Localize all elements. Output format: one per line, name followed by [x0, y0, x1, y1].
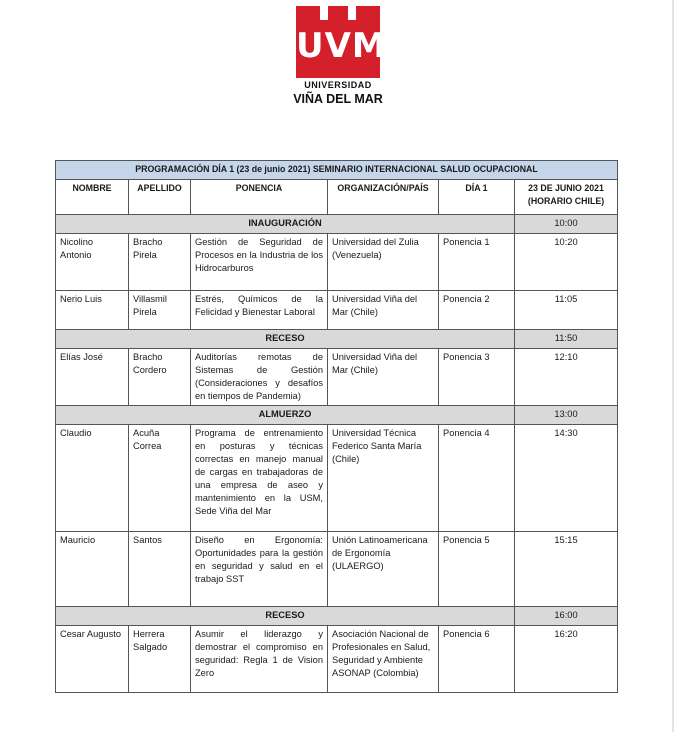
cell-ponencia: Asumir el liderazgo y demostrar el compromiso en seguridad: Regla 1 de Vision Zero [191, 626, 328, 693]
section-label: RECESO [56, 607, 515, 626]
cell-organizacion: Universidad Viña del Mar (Chile) [328, 291, 439, 330]
cell-nombre: Nerio Luis [56, 291, 129, 330]
cell-hora: 12:10 [515, 349, 618, 406]
section-row-receso [56, 330, 618, 349]
cell-nombre: Elías José [56, 349, 129, 406]
cell-dia: Ponencia 1 [439, 234, 515, 291]
cell-ponencia: Auditorías remotas de Sistemas de Gestión (Consideraciones y desafíos en tiempos de Pandemia) [191, 349, 328, 406]
cell-nombre: Claudio [56, 425, 129, 532]
table-row [56, 234, 618, 291]
cell-organizacion: Asociación Nacional de Profesionales en Salud, Seguridad y Ambiente ASONAP (Colombia) [328, 626, 439, 693]
cell-hora: 15:15 [515, 532, 618, 607]
section-row-receso [56, 607, 618, 626]
cell-organizacion: Unión Latinoamericana de Ergonomía (ULAERGO) [328, 532, 439, 607]
logo-letters: UVM [296, 26, 387, 66]
cell-organizacion: Universidad Viña del Mar (Chile) [328, 349, 439, 406]
schedule-table [55, 160, 618, 693]
cell-hora: 14:30 [515, 425, 618, 532]
table-title-row [56, 161, 618, 180]
section-row-inauguracion [56, 215, 618, 234]
header-nombre: NOMBRE [56, 180, 129, 215]
section-time: 16:00 [515, 607, 618, 626]
section-time: 13:00 [515, 406, 618, 425]
header-fecha: 23 DE JUNIO 2021 (HORARIO CHILE) [515, 180, 618, 215]
header-dia: DÍA 1 [439, 180, 515, 215]
cell-hora: 11:05 [515, 291, 618, 330]
cell-dia: Ponencia 3 [439, 349, 515, 406]
section-label: RECESO [56, 330, 515, 349]
cell-apellido: Villasmil Pirela [129, 291, 191, 330]
table-row [56, 425, 618, 532]
cell-dia: Ponencia 6 [439, 626, 515, 693]
cell-ponencia: Diseño en Ergonomía: Oportunidades para la gestión en seguridad y salud en el trabajo SST [191, 532, 328, 607]
header-apellido: APELLIDO [129, 180, 191, 215]
header-ponencia: PONENCIA [191, 180, 328, 215]
cell-dia: Ponencia 4 [439, 425, 515, 532]
cell-apellido: Santos [129, 532, 191, 607]
uvm-logo [293, 6, 387, 106]
cell-organizacion: Universidad Técnica Federico Santa María (Chile) [328, 425, 439, 532]
section-label: ALMUERZO [56, 406, 515, 425]
cell-nombre: Cesar Augusto [56, 626, 129, 693]
section-time: 10:00 [515, 215, 618, 234]
logo-red-block [296, 6, 387, 78]
header-row [56, 180, 618, 215]
cell-apellido: Bracho Cordero [129, 349, 191, 406]
cell-dia: Ponencia 5 [439, 532, 515, 607]
table-row [56, 532, 618, 607]
cell-nombre: Nicolino Antonio [56, 234, 129, 291]
cell-hora: 10:20 [515, 234, 618, 291]
cell-ponencia: Programa de entrenamiento en posturas y técnicas correctas en manejo manual de cargas en trabajadoras de una empresa de aseo y mantenimiento en la USM, Sede Viña del Mar [191, 425, 328, 532]
cell-apellido: Herrera Salgado [129, 626, 191, 693]
header-organizacion: ORGANIZACIÓN/PAÍS [328, 180, 439, 215]
cell-apellido: Bracho Pirela [129, 234, 191, 291]
table-row [56, 626, 618, 693]
cell-apellido: Acuña Correa [129, 425, 191, 532]
table-row [56, 291, 618, 330]
cell-organizacion: Universidad del Zulia (Venezuela) [328, 234, 439, 291]
logo-vina-del-mar: VIÑA DEL MAR [293, 92, 383, 106]
section-label: INAUGURACIÓN [56, 215, 515, 234]
logo-universidad: UNIVERSIDAD [304, 80, 372, 90]
logo-notch [348, 6, 356, 20]
cell-hora: 16:20 [515, 626, 618, 693]
cell-dia: Ponencia 2 [439, 291, 515, 330]
logo-notch [320, 6, 328, 20]
section-row-almuerzo [56, 406, 618, 425]
table-row [56, 349, 618, 406]
cell-ponencia: Estrés, Químicos de la Felicidad y Bienestar Laboral [191, 291, 328, 330]
cell-ponencia: Gestión de Seguridad de Procesos en la Industria de los Hidrocarburos [191, 234, 328, 291]
table-title: PROGRAMACIÓN DÍA 1 (23 de junio 2021) SEMINARIO INTERNACIONAL SALUD OCUPACIONAL [56, 161, 618, 180]
section-time: 11:50 [515, 330, 618, 349]
cell-nombre: Mauricio [56, 532, 129, 607]
